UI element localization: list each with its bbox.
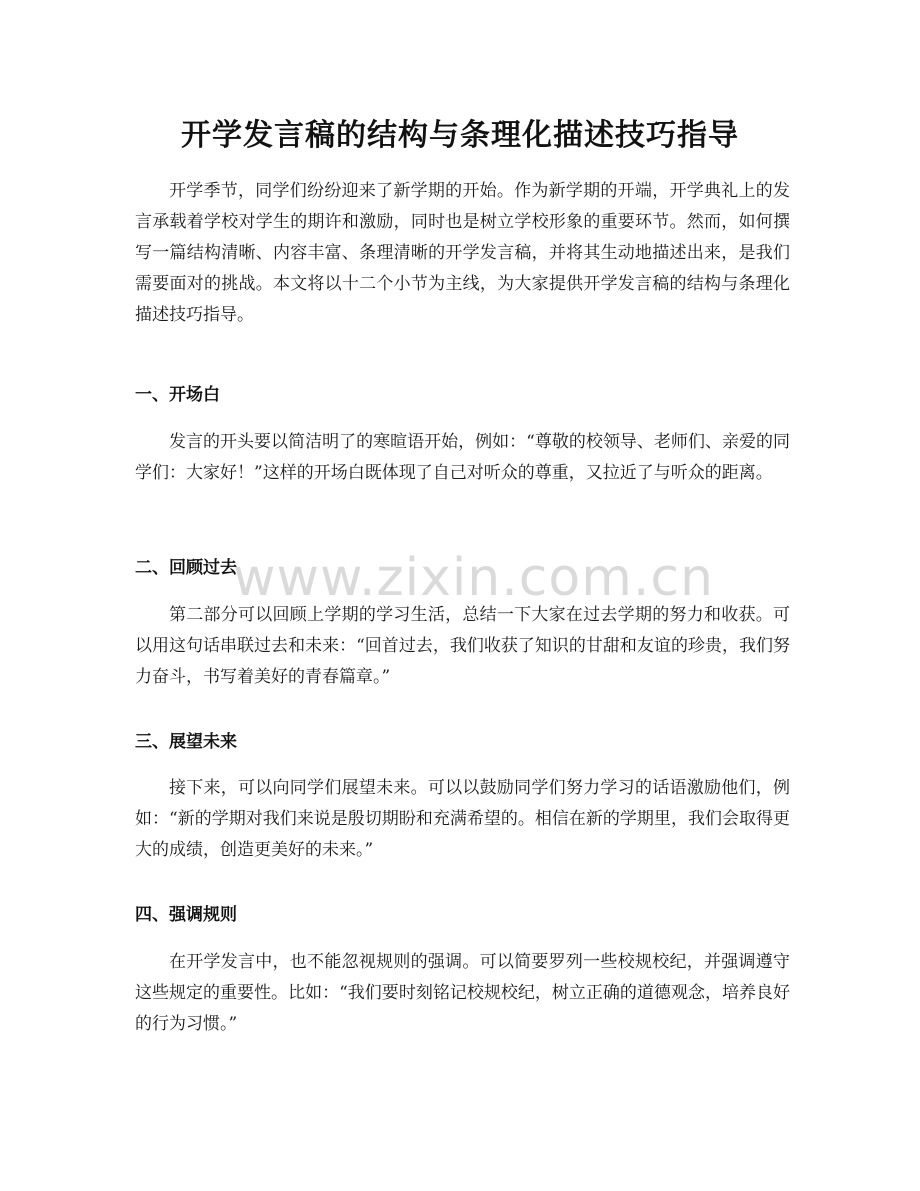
section-body-block-4 <box>135 947 790 1040</box>
watermark: www.zixin.com.cn <box>233 548 714 608</box>
section-heading-2: 二、回顾过去 <box>135 558 237 578</box>
intro-paragraph: 开学季节，同学们纷纷迎来了新学期的开始。作为新学期的开端，开学典礼上的发言承载着学校对学生的期许和激励，同时也是树立学校形象的重要环节。然而，如何撰写一篇结构清晰、内容丰富、条理清晰的开学发言稿，并将其生动地描述出来，是我们需要面对的挑战。本文将以十二个小节为主线，为大家提供开学发言稿的结构与条理化描述技巧指导。 <box>135 181 790 325</box>
section-body-4: 在开学发言中，也不能忽视规则的强调。可以简要罗列一些校规校纪，并强调遵守这些规定的重要性。比如：“我们要时刻铭记校规校纪，树立正确的道德观念，培养良好的行为习惯。” <box>135 952 790 1034</box>
section-body-block-3 <box>135 773 790 866</box>
section-body-block-2 <box>135 600 790 693</box>
intro-block <box>135 176 790 331</box>
section-body-1: 发言的开头要以简洁明了的寒暄语开始，例如：“尊敬的校领导、老师们、亲爱的同学们：大家好！”这样的开场白既体现了自己对听众的尊重，又拉近了与听众的距离。 <box>135 432 790 483</box>
section-body-block-1 <box>135 427 790 489</box>
section-body-3: 接下来，可以向同学们展望未来。可以以鼓励同学们努力学习的话语激励他们，例如：“新的学期对我们来说是殷切期盼和充满希望的。相信在新的学期里，我们会取得更大的成绩，创造更美好的未来。” <box>135 778 790 860</box>
section-body-2: 第二部分可以回顾上学期的学习生活，总结一下大家在过去学期的努力和收获。可以用这句话串联过去和未来：“回首过去，我们收获了知识的甘甜和友谊的珍贵，我们努力奋斗，书写着美好的青春篇章。” <box>135 605 790 687</box>
section-heading-3: 三、展望未来 <box>135 732 237 752</box>
section-heading-1: 一、开场白 <box>135 385 220 405</box>
document-title: 开学发言稿的结构与条理化描述技巧指导 <box>181 118 739 153</box>
section-heading-4: 四、强调规则 <box>135 905 237 925</box>
